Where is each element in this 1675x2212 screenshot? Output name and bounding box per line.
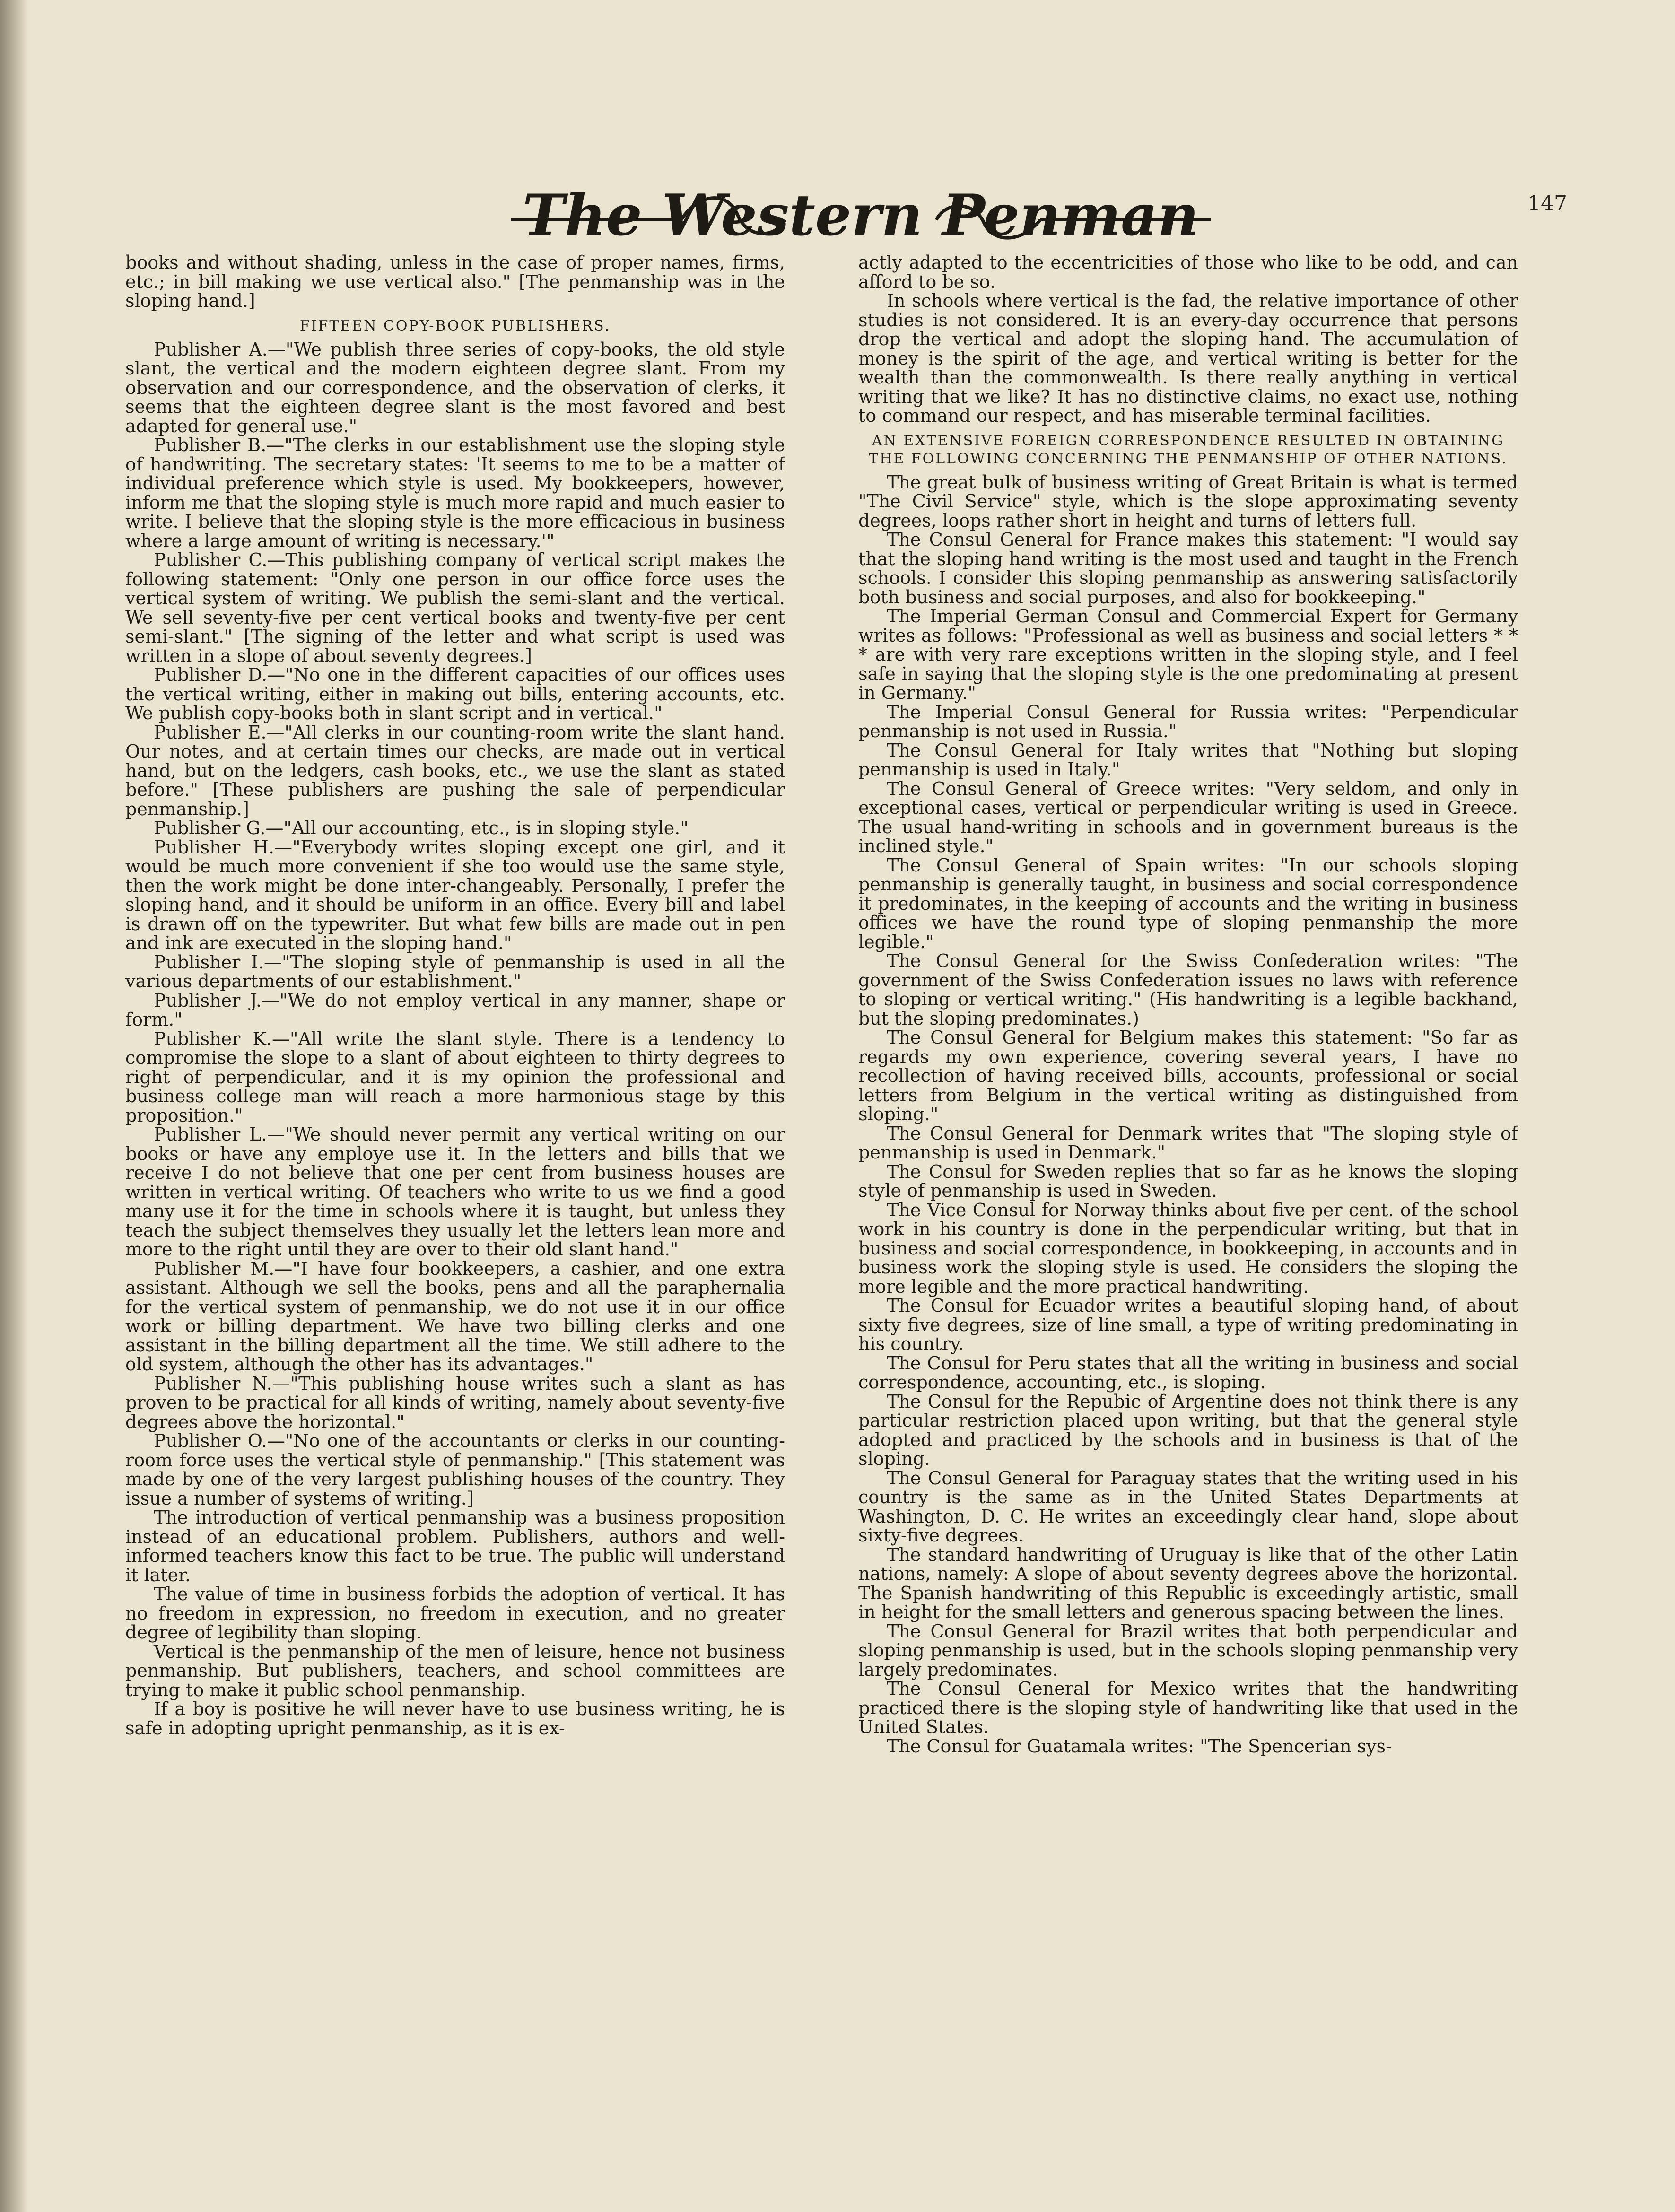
paragraph: Publisher O.—"No one of the accountants or clerks in our counting-room force uses the vertical style of penmanship." [This statement was made by one of the very largest publishing houses of the country. They issue a number of systems of writing.] <box>125 1430 785 1509</box>
paragraph: The Vice Consul for Norway thinks about five per cent. of the school work in his country is done in the perpendicular writing, but that in business and social correspondence, in bookkeeping, in accounts and in business work the sloping style is used. He considers the sloping the more legible and the more practical handwriting. <box>858 1199 1518 1297</box>
paragraph: In schools where vertical is the fad, the relative importance of other studies is not considered. It is an every-day occurrence that persons drop the vertical and adopt the sloping hand. The accumulation of money is the spirit of the age, and vertical writing is better for the wealth than the commonwealth. Is there really anything in vertical writing that we like? It has no distinctive claims, no exact use, nothing to command our respect, and has miserable terminal facilities. <box>858 290 1518 426</box>
paragraph: The Consul for Peru states that all the writing in business and social correspondence, accounting, etc., is sloping. <box>858 1352 1518 1393</box>
paragraph: Publisher E.—"All clerks in our counting-room write the slant hand. Our notes, and at certain times our checks, are made out in vertical hand, but on the ledgers, cash books, etc., we use the slant as stated before." [These publishers are pushing the sale of perpendicular penmanship.] <box>125 722 785 819</box>
masthead <box>511 182 1211 253</box>
paragraph: The Consul General for Paraguay states that the writing used in his country is the same as in the United States Departments at Washington, D. C. He writes an exceedingly clear hand, slope about sixty-five degrees. <box>858 1467 1518 1546</box>
masthead-title: The Western Penman <box>522 182 1199 249</box>
paragraph: The Imperial German Consul and Commercial Expert for Germany writes as follows: "Professional as well as business and social letters * * * are with very rare exceptions written in the sloping style, and I feel safe in saying that the sloping style is the one predominating at present in Germany." <box>858 606 1518 703</box>
paragraph: The Consul General for Denmark writes that "The sloping style of penmanship is used in Denmark." <box>858 1123 1518 1163</box>
section-heading: AN EXTENSIVE FOREIGN CORRESPONDENCE RESULTED IN OBTAINING THE FOLLOWING CONCERNING THE PENMANSHIP OF OTHER NATIONS. <box>869 432 1508 467</box>
paragraph: actly adapted to the eccentricities of those who like to be odd, and can afford to be so. <box>858 253 1518 292</box>
paragraph: The Consul for Guatamala writes: "The Spencerian sys- <box>887 1735 1392 1757</box>
masthead-ornament <box>511 182 1211 253</box>
paragraph: If a boy is positive he will never have to use business writing, he is safe in adopting upright penmanship, as it is ex- <box>125 1698 785 1739</box>
paragraph: Publisher N.—"This publishing house writes such a slant as has proven to be practical for all kinds of writing, namely about seventy-five degrees above the horizontal." <box>125 1373 785 1432</box>
paragraph: The Consul General for Belgium makes this statement: "So far as regards my own experience, covering several years, I have no recollection of having received bills, accounts, professional or social letters from Belgium in the vertical writing as distinguished from sloping." <box>858 1027 1518 1124</box>
paragraph: The Consul for the Repubic of Argentine does not think there is any particular restriction placed upon writing, but that the general style adopted and practiced by the schools and in business is that of the sloping. <box>858 1391 1518 1469</box>
paragraph: The Consul for Ecuador writes a beautiful sloping hand, of about sixty five degrees, size of line small, a type of writing predominating in his country. <box>858 1295 1518 1354</box>
paragraph: Publisher B.—"The clerks in our establishment use the sloping style of handwriting. The secretary states: 'It seems to me to be a matter of individual preference which style is used. My bookkeepers, however, inform me that the sloping style is much more rapid and much easier to write. I believe that the sloping style is the more efficacious in business where a large amount of writing is necessary.'" <box>125 435 785 551</box>
paragraph: The Consul General for Mexico writes that the handwriting practiced there is the sloping style of handwriting like that used in the United States. <box>858 1678 1518 1737</box>
paragraph: The Consul General for the Swiss Confederation writes: "The government of the Swiss Confederation issues no laws with reference to sloping or vertical writing." (His handwriting is a legible backhand, but the sloping predominates.) <box>858 950 1518 1029</box>
paragraph: The Consul General for Brazil writes that both perpendicular and sloping penmanship is used, but in the schools sloping penmanship very largely predominates. <box>858 1620 1518 1680</box>
paragraph: Publisher I.—"The sloping style of penmanship is used in all the various departments of our establishment." <box>125 951 785 992</box>
paragraph: The value of time in business forbids the adoption of vertical. It has no freedom in expression, no freedom in execution, and no greater degree of legibility than sloping. <box>125 1584 785 1643</box>
paragraph: The standard handwriting of Uruguay is like that of the other Latin nations, namely: A slope of about seventy degrees above the horizontal. The Spanish handwriting of this Republic is exceedingly artistic, small in height for the small letters and generous spacing between the lines. <box>858 1544 1518 1622</box>
left-column <box>125 253 785 2154</box>
paragraph: Publisher G.—"All our accounting, etc., is in sloping style." <box>154 818 689 838</box>
paragraph: books and without shading, unless in the case of proper names, firms, etc.; in bill making we use vertical also." [The penmanship was in the sloping hand.] <box>125 253 785 311</box>
paragraph: Publisher C.—This publishing company of vertical script makes the following statement: "Only one person in our office force uses the vertical system of writing. We publish the semi-slant and the vertical. We sell seventy-five per cent vertical books and twenty-five per cent semi-slant." [The signing of the letter and what script is used was written in a slope of about seventy degrees.] <box>125 549 785 666</box>
paragraph: Publisher L.—"We should never permit any vertical writing on our books or have any employe use it. In the letters and bills that we receive I do not believe that one per cent from business houses are written in vertical writing. Of teachers who write to us we find a good many use it for the time in schools where it is taught, but unless they teach the subject themselves they usually let the letters lean more and more to the right until they are over to their old slant hand." <box>125 1124 785 1260</box>
section-heading: FIFTEEN COPY-BOOK PUBLISHERS. <box>299 317 611 334</box>
paragraph: Publisher H.—"Everybody writes sloping except one girl, and it would be much more convenient if she too would use the same style, then the work might be done inter-changeably. Personally, I prefer the sloping hand, and it should be uniform in an office. Every bill and label is drawn off on the typewriter. But what few bills are made out in pen and ink are executed in the sloping hand." <box>125 836 785 953</box>
paragraph: Publisher M.—"I have four bookkeepers, a cashier, and one extra assistant. Although we sell the books, pens and all the paraphernalia for the vertical system of penmanship, we do not use it in our office work or billing department. We have two billing clerks and one assistant in the billing department all the time. We still adhere to the old system, although the other has its advantages." <box>125 1258 785 1375</box>
paragraph: Publisher A.—"We publish three series of copy-books, the old style slant, the vertical and the modern eighteen degree slant. From my observation and our correspondence, and the observation of clerks, it seems that the eighteen degree slant is the most favored and best adapted for general use." <box>125 339 785 436</box>
paragraph: The Consul for Sweden replies that so far as he knows the sloping style of penmanship is used in Sweden. <box>858 1161 1518 1201</box>
paragraph: The Consul General of Spain writes: "In our schools sloping penmanship is generally taught, in business and social correspondence it predominates, in the keeping of accounts and the writing in business offices we have the round type of sloping penmanship the more legible." <box>858 854 1518 952</box>
paragraph: The great bulk of business writing of Great Britain is what is termed "The Civil Service" style, which is the slope approximating seventy degrees, loops rather short in height and turns of letters full. <box>858 471 1518 531</box>
right-column <box>858 253 1518 2154</box>
paragraph: Publisher J.—"We do not employ vertical in any manner, shape or form." <box>125 990 785 1030</box>
page-number: 147 <box>1527 192 1567 216</box>
paragraph: The Consul General for Italy writes that "Nothing but sloping penmanship is used in Italy." <box>858 740 1518 780</box>
paragraph: The Consul General of Greece writes: "Very seldom, and only in exceptional cases, vertical or perpendicular writing is used in Greece. The usual hand-writing in schools and in government bureaus is the inclined style." <box>858 778 1518 856</box>
paragraph: The Imperial Consul General for Russia writes: "Perpendicular penmanship is not used in Russia." <box>858 701 1518 741</box>
paragraph: Publisher K.—"All write the slant style. There is a tendency to compromise the slope to a slant of about eighteen to thirty degrees to right of perpendicular, and it is my opinion the professional and business college man will reach a more harmonious stage by this proposition." <box>125 1028 785 1126</box>
paragraph: Vertical is the penmanship of the men of leisure, hence not business penmanship. But publishers, teachers, and school committees are trying to make it public school penmanship. <box>125 1641 785 1700</box>
paragraph: The Consul General for France makes this statement: "I would say that the sloping hand writing is the most used and taught in the French schools. I consider this sloping penmanship as answering satisfactorily both business and social purposes, and also for bookkeeping." <box>858 529 1518 608</box>
paragraph: Publisher D.—"No one in the different capacities of our offices uses the vertical writing, either in making out bills, entering accounts, etc. We publish copy-books both in slant script and in vertical." <box>125 664 785 723</box>
paragraph: The introduction of vertical penmanship was a business proposition instead of an educational problem. Publishers, authors and well-informed teachers know this fact to be true. The public will understand it later. <box>125 1507 785 1585</box>
page-gutter-shadow <box>0 0 28 2212</box>
